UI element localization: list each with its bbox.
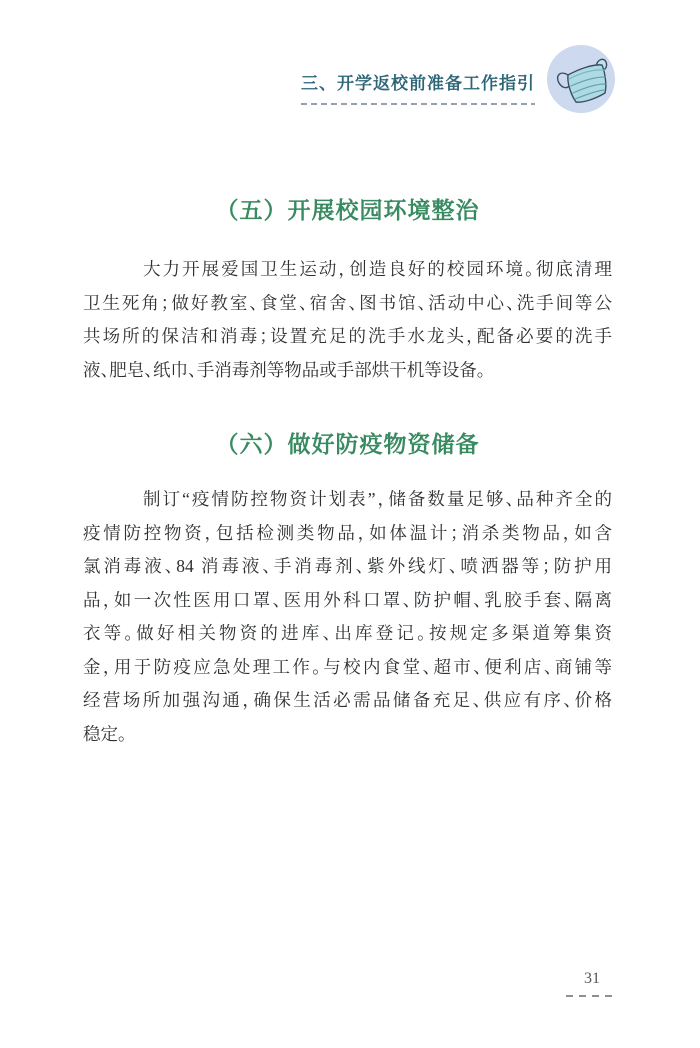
- text-line: 氯消毒液、84 消毒液、手消毒剂、紫外线灯、喷洒器等；防护用: [83, 556, 612, 576]
- chapter-title: 三、开学返校前准备工作指引: [301, 74, 535, 93]
- text-line: 疫情防控物资，包括检测类物品，如体温计；消杀类物品，如含: [83, 522, 612, 543]
- paragraph-campus-environment: [83, 253, 612, 387]
- page-number: 31: [584, 970, 600, 987]
- page-footer: [560, 970, 624, 997]
- text-line: 卫生死角；做好教室、食堂、宿舍、图书馆、活动中心、洗手间等公: [83, 292, 612, 313]
- section-heading-6: （六）做好防疫物资储备: [215, 432, 480, 457]
- text-line: 衣等。做好相关物资的进库、出库登记。按规定多渠道筹集资: [83, 623, 612, 643]
- text-line: 稳定。: [83, 723, 127, 744]
- section-heading-5: （五）开展校园环境整治: [215, 198, 480, 223]
- text-line: 金，用于防疫应急处理工作。与校内食堂、超市、便利店、商铺等: [83, 656, 612, 677]
- text-line: 液、肥皂、纸巾、手消毒剂等物品或手部烘干机等设备。: [83, 359, 486, 380]
- text-line: 共场所的保洁和消毒；设置充足的洗手水龙头，配备必要的洗手: [83, 326, 612, 346]
- page-content: [83, 0, 612, 1048]
- footer-dashed-rule: [566, 995, 618, 997]
- text-line: 制订“疫情防控物资计划表”，储备数量足够、品种齐全的: [143, 489, 612, 509]
- paragraph-epidemic-supplies: [83, 483, 612, 751]
- text-line: 品，如一次性医用口罩、医用外科口罩、防护帽、乳胶手套、隔离: [83, 589, 612, 610]
- text-line: 大力开展爱国卫生运动，创造良好的校园环境。彻底清理: [143, 259, 612, 279]
- text-line: 经营场所加强沟通，确保生活必需品储备充足、供应有序、价格: [83, 690, 612, 710]
